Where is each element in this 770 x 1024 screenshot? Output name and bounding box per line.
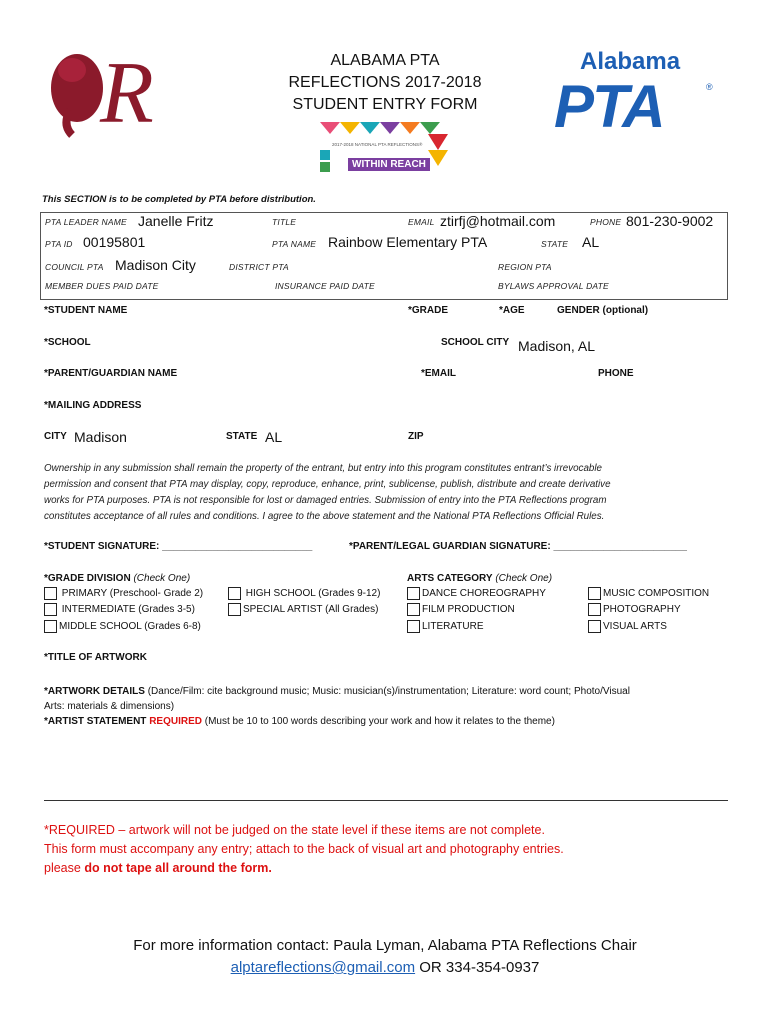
state-value[interactable]: AL bbox=[582, 234, 600, 250]
artist-statement-text: (Must be 10 to 100 words describing your work and how it relates to the theme) bbox=[204, 716, 555, 727]
arts-category-label: ARTS CATEGORY bbox=[407, 573, 493, 584]
checkbox[interactable] bbox=[588, 603, 601, 616]
parent-phone-label: PHONE bbox=[598, 368, 634, 379]
city-label: CITY bbox=[44, 431, 67, 442]
parent-name-label: *PARENT/GUARDIAN NAME bbox=[44, 368, 178, 379]
grade-option-middle[interactable]: MIDDLE SCHOOL (Grades 6-8) bbox=[44, 620, 201, 633]
notice-line-2: This form must accompany any entry; attach to the back of visual art and photography entries. bbox=[44, 842, 564, 856]
svg-text:R: R bbox=[100, 45, 154, 140]
checkbox[interactable] bbox=[44, 603, 57, 616]
bylaws-label: BYLAWS APPROVAL DATE bbox=[498, 281, 609, 291]
parent-email-label: *EMAIL bbox=[421, 368, 456, 379]
checkbox[interactable] bbox=[407, 603, 420, 616]
parent-signature-line[interactable]: *PARENT/LEGAL GUARDIAN SIGNATURE: ________________________ bbox=[349, 541, 687, 552]
student-signature-line[interactable]: *STUDENT SIGNATURE: ___________________________ bbox=[44, 541, 313, 552]
grade-division-heading bbox=[44, 573, 190, 584]
artwork-details-text: (Dance/Film: cite background music; Music: musician(s)/instrumentation; Literature: word count; Photo/Visual bbox=[147, 686, 630, 697]
state-label: STATE bbox=[541, 239, 569, 249]
pta-name-label: PTA NAME bbox=[272, 239, 317, 249]
student-name-label: *STUDENT NAME bbox=[44, 305, 128, 316]
title-line-2: REFLECTIONS 2017-2018 bbox=[288, 74, 482, 91]
footer-phone: OR 334-354-0937 bbox=[419, 959, 540, 976]
checkbox[interactable] bbox=[228, 587, 241, 600]
ownership-line-1: Ownership in any submission shall remain the property of the entrant, but entry into this program constitutes entrant’s irrevocable bbox=[44, 463, 602, 474]
city-value[interactable]: Madison bbox=[74, 429, 127, 445]
ownership-line-3: works for PTA purposes. PTA is not responsible for lost or damaged entries. Submission of entry into the PTA Reflections program bbox=[44, 495, 607, 506]
pta-name-value[interactable]: Rainbow Elementary PTA bbox=[328, 234, 488, 250]
checkbox[interactable] bbox=[407, 620, 420, 633]
within-reach-logo bbox=[318, 120, 450, 176]
arts-option-photography[interactable]: PHOTOGRAPHY bbox=[588, 603, 681, 616]
council-pta-value[interactable]: Madison City bbox=[115, 257, 196, 273]
email-value[interactable]: ztirfj@hotmail.com bbox=[440, 213, 556, 229]
mailing-address-label: *MAILING ADDRESS bbox=[44, 400, 142, 411]
ownership-line-2: permission and consent that PTA may display, copy, reproduce, enhance, print, sublicense, publish, distribute and create derivative bbox=[44, 479, 611, 490]
checkbox[interactable] bbox=[407, 587, 420, 600]
required-notice bbox=[44, 821, 564, 878]
title-line-1: ALABAMA PTA bbox=[330, 52, 440, 69]
title-line-3: STUDENT ENTRY FORM bbox=[292, 96, 478, 113]
member-dues-label: MEMBER DUES PAID DATE bbox=[45, 281, 159, 291]
pta-leader-name-label: PTA LEADER NAME bbox=[45, 217, 127, 227]
age-label: *AGE bbox=[499, 305, 525, 316]
grade-division-label: *GRADE DIVISION bbox=[44, 573, 131, 584]
arts-category-heading bbox=[407, 573, 552, 584]
address-state-label: STATE bbox=[226, 431, 258, 442]
checkbox[interactable] bbox=[44, 587, 57, 600]
arts-option-music[interactable]: MUSIC COMPOSITION bbox=[588, 587, 709, 600]
email-label: EMAIL bbox=[408, 217, 435, 227]
grade-division-hint: (Check One) bbox=[133, 573, 191, 584]
notice-line-3-prefix: please bbox=[44, 861, 81, 875]
registered-mark: ® bbox=[706, 82, 713, 92]
section-note: This SECTION is to be completed by PTA before distribution. bbox=[42, 194, 316, 205]
phone-label: PHONE bbox=[590, 217, 622, 227]
pta-leader-name-value[interactable]: Janelle Fritz bbox=[138, 213, 214, 229]
divider-line bbox=[44, 800, 728, 801]
artist-statement-required: REQUIRED bbox=[149, 716, 202, 727]
grade-option-intermediate[interactable]: INTERMEDIATE (Grades 3-5) bbox=[44, 603, 195, 616]
checkbox[interactable] bbox=[44, 620, 57, 633]
arts-category-hint: (Check One) bbox=[495, 573, 553, 584]
district-pta-label: DISTRICT PTA bbox=[229, 262, 289, 272]
within-reach-small: 2017-2018 NATIONAL PTA REFLECTIONS® bbox=[332, 142, 423, 147]
alabama-pta-logo bbox=[552, 48, 722, 148]
footer-contact-line: For more information contact: Paula Lyman, Alabama PTA Reflections Chair bbox=[133, 937, 637, 954]
arts-option-dance[interactable]: DANCE CHOREOGRAPHY bbox=[407, 587, 546, 600]
pta-id-value[interactable]: 00195801 bbox=[83, 234, 146, 250]
ownership-line-4: constitutes acceptance of all rules and conditions. I agree to the above statement and the National PTA Reflections Official Rules. bbox=[44, 511, 605, 522]
footer-contact bbox=[0, 935, 770, 979]
address-state-value[interactable]: AL bbox=[265, 429, 283, 445]
grade-label: *GRADE bbox=[408, 305, 449, 316]
checkbox[interactable] bbox=[588, 587, 601, 600]
title-label: TITLE bbox=[272, 217, 297, 227]
within-reach-title: WITHIN REACH bbox=[348, 158, 430, 171]
grade-option-primary[interactable]: PRIMARY (Preschool- Grade 2) bbox=[44, 587, 203, 600]
insurance-label: INSURANCE PAID DATE bbox=[275, 281, 375, 291]
artist-statement-label: *ARTIST STATEMENT bbox=[44, 716, 147, 727]
checkbox[interactable] bbox=[228, 603, 241, 616]
phone-value[interactable]: 801-230-9002 bbox=[626, 213, 714, 229]
zip-label: ZIP bbox=[408, 431, 424, 442]
checkbox[interactable] bbox=[588, 620, 601, 633]
arts-option-film[interactable]: FILM PRODUCTION bbox=[407, 603, 515, 616]
title-of-artwork-label: *TITLE OF ARTWORK bbox=[44, 652, 147, 663]
alabama-pta-logo-main: PTA bbox=[554, 73, 664, 140]
notice-line-1: *REQUIRED – artwork will not be judged on the state level if these items are not complete. bbox=[44, 823, 545, 837]
artwork-details-label: *ARTWORK DETAILS bbox=[44, 686, 145, 697]
gender-label: GENDER (optional) bbox=[557, 305, 649, 316]
ownership-statement bbox=[44, 461, 730, 525]
school-city-value[interactable]: Madison, AL bbox=[518, 338, 596, 354]
arts-option-visual[interactable]: VISUAL ARTS bbox=[588, 620, 667, 633]
grade-option-special[interactable]: SPECIAL ARTIST (All Grades) bbox=[228, 603, 378, 616]
footer-email-link[interactable]: alptareflections@gmail.com bbox=[230, 959, 416, 976]
region-pta-label: REGION PTA bbox=[498, 262, 552, 272]
school-label: *SCHOOL bbox=[44, 337, 91, 348]
alabama-pta-logo-top: Alabama bbox=[580, 48, 681, 75]
school-city-label: SCHOOL CITY bbox=[441, 337, 510, 348]
artwork-details bbox=[44, 684, 630, 729]
grade-option-high[interactable]: HIGH SCHOOL (Grades 9-12) bbox=[228, 587, 380, 600]
arts-option-literature[interactable]: LITERATURE bbox=[407, 620, 484, 633]
council-pta-label: COUNCIL PTA bbox=[45, 262, 104, 272]
artwork-details-text-2: Arts: materials & dimensions) bbox=[44, 701, 175, 712]
pta-id-label: PTA ID bbox=[45, 239, 73, 249]
notice-line-3-bold: do not tape all around the form. bbox=[84, 861, 272, 875]
